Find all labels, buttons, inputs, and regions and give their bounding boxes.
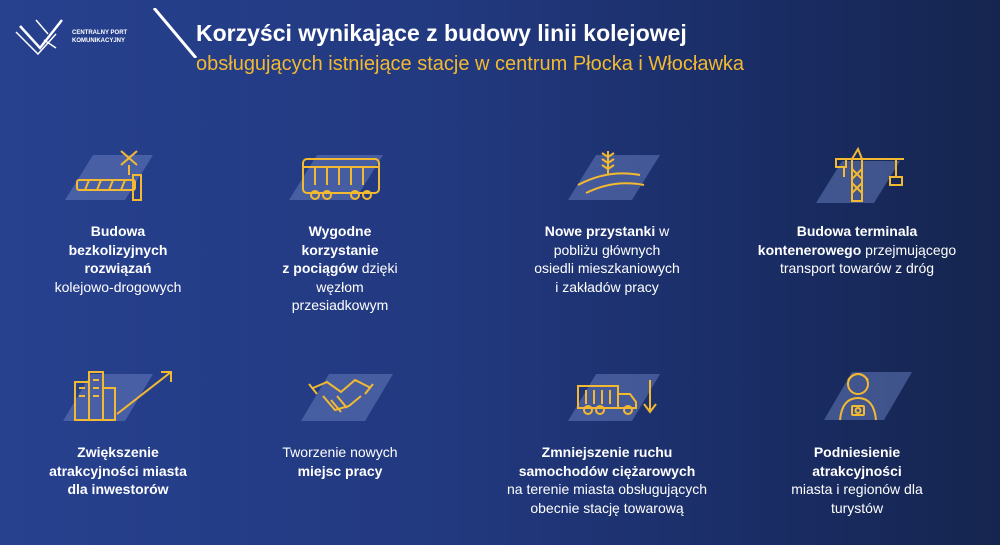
benefit-text-segment: pobliżu głównych — [553, 241, 661, 258]
benefit-text-segment: Budowa — [90, 223, 146, 239]
growth-chart-icon — [53, 366, 183, 436]
benefit-line — [739, 499, 975, 518]
benefit-card-2 — [222, 145, 458, 315]
benefit-text-segment: turystów — [830, 499, 884, 516]
benefit-line — [489, 222, 725, 241]
benefit-text-segment: w — [655, 223, 670, 239]
benefit-line — [489, 241, 725, 260]
benefit-line — [222, 222, 458, 241]
benefit-text-segment: kontenerowego — [757, 241, 862, 258]
brand-line-2: KOMUNIKACYJNY — [72, 38, 126, 44]
benefit-line — [739, 443, 975, 462]
benefit-card-1 — [0, 145, 236, 315]
benefit-text-3 — [489, 222, 725, 296]
wheat-field-icon — [542, 145, 672, 215]
benefit-line — [0, 480, 236, 499]
benefit-text-segment: i zakładów pracy — [555, 278, 659, 295]
benefit-line — [0, 278, 236, 297]
benefit-line — [739, 241, 975, 260]
benefit-line — [489, 480, 725, 499]
benefit-line — [0, 462, 236, 481]
brand-line-1: CENTRALNY PORT — [72, 30, 128, 36]
benefit-line — [0, 241, 236, 260]
benefit-line — [489, 499, 725, 518]
benefit-text-segment: Nowe przystanki — [544, 223, 656, 239]
cpk-logo — [14, 8, 224, 58]
crane-icon — [792, 145, 922, 215]
benefit-text-segment: Budowa terminala — [796, 223, 918, 239]
handshake-icon — [275, 366, 405, 436]
benefit-card-4 — [739, 145, 975, 315]
benefit-text-segment: węzłom — [316, 278, 364, 295]
benefit-text-segment: rozwiązań — [84, 260, 152, 276]
benefit-text-segment: osiedli mieszkaniowych — [534, 260, 680, 276]
benefit-text-5 — [0, 443, 236, 499]
benefit-text-segment: Zmniejszenie ruchu — [541, 444, 673, 460]
benefit-text-segment: miasta i regionów dla — [791, 481, 923, 497]
benefit-text-segment: korzystanie — [301, 241, 379, 258]
benefit-text-1 — [0, 222, 236, 296]
benefit-card-5 — [0, 366, 236, 536]
benefit-card-6 — [222, 366, 458, 536]
benefit-text-segment: dzięki — [357, 260, 398, 276]
benefit-card-7 — [489, 366, 725, 536]
benefit-text-segment: przesiadkowym — [291, 297, 389, 313]
benefit-line — [0, 443, 236, 462]
benefit-text-segment: dla inwestorów — [67, 481, 169, 497]
benefit-line — [739, 222, 975, 241]
benefit-line — [739, 259, 975, 278]
benefit-line — [222, 259, 458, 278]
benefit-text-segment: przejmującego — [861, 241, 957, 258]
cpk-logo-mark — [14, 8, 224, 58]
benefit-line — [489, 462, 725, 481]
benefit-line — [222, 278, 458, 297]
benefit-line — [222, 241, 458, 260]
benefit-text-8 — [739, 443, 975, 517]
benefit-line — [489, 443, 725, 462]
benefit-card-3 — [489, 145, 725, 315]
benefit-line — [222, 443, 458, 462]
benefit-text-segment: samochodów ciężarowych — [518, 462, 696, 479]
benefit-text-segment: transport towarów z dróg — [779, 260, 935, 276]
railway-crossing-icon — [53, 145, 183, 215]
benefit-line — [222, 462, 458, 481]
benefit-line — [489, 278, 725, 297]
benefit-text-segment: Tworzenie nowych — [282, 444, 398, 460]
benefit-text-segment: Wygodne — [308, 223, 372, 239]
benefit-card-8 — [739, 366, 975, 536]
benefit-text-4 — [739, 222, 975, 278]
benefit-text-segment: na terenie miasta obsługujących — [506, 481, 707, 497]
page-title: Korzyści wynikające z budowy linii kolejowej — [196, 20, 687, 46]
benefit-text-segment: atrakcyjności miasta — [49, 462, 187, 479]
benefit-text-7 — [489, 443, 725, 517]
benefit-line — [0, 222, 236, 241]
benefit-text-segment: z pociągów — [282, 260, 358, 276]
benefit-text-segment: kolejowo-drogowych — [54, 278, 182, 295]
benefit-text-segment: obecnie stację towarową — [530, 499, 684, 516]
tourist-icon — [792, 366, 922, 436]
page-subtitle: obsługujących istniejące stacje w centrum Płocka i Włocławka — [196, 53, 745, 75]
benefit-text-segment: Zwiększenie — [77, 444, 159, 460]
benefit-line — [739, 462, 975, 481]
benefit-text-2 — [222, 222, 458, 315]
benefit-text-segment: atrakcyjności — [812, 462, 902, 479]
benefit-text-segment: bezkolizyjnych — [68, 241, 168, 258]
benefit-text-segment: Podniesienie — [813, 444, 901, 460]
benefit-text-6 — [222, 443, 458, 480]
benefit-line — [0, 259, 236, 278]
benefit-line — [739, 480, 975, 499]
truck-down-icon — [542, 366, 672, 436]
benefit-line — [222, 296, 458, 315]
benefit-text-segment: miejsc pracy — [297, 462, 383, 479]
train-carriage-icon — [275, 145, 405, 215]
benefit-line — [489, 259, 725, 278]
